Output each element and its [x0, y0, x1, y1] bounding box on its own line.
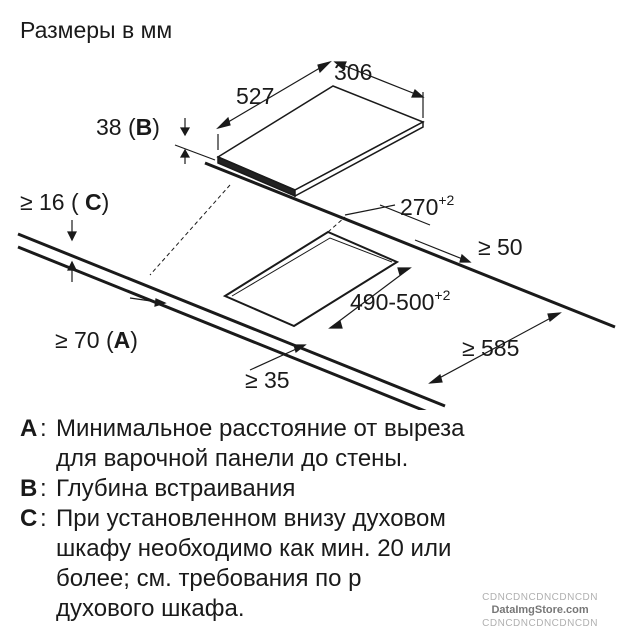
- dim-70-label: ≥ 70 (A): [55, 327, 138, 353]
- legend-text-b-1: Глубина встраивания: [56, 475, 296, 502]
- legend-item-a: [20, 414, 620, 444]
- legend-text-c-4: духового шкафа.: [56, 595, 245, 622]
- watermark-line-2: DataImgStore.com: [491, 604, 589, 616]
- dim-50-label: ≥ 50: [478, 234, 523, 260]
- legend-text-c-3: более; см. требования по р: [56, 565, 362, 592]
- dim-270-label: $270^{+2}$: [400, 192, 455, 220]
- dim-585-label: ≥ 585: [462, 335, 520, 361]
- projection-lines: [150, 185, 345, 275]
- watermark-line-3: CDNCDNCDNCDNCDN: [482, 618, 598, 629]
- diagram-title: Размеры в мм: [20, 17, 173, 43]
- dim-16-label: ≥ 16 ( C): [20, 189, 110, 215]
- legend-text-a-1: Минимальное расстояние от выреза: [56, 415, 465, 442]
- legend-text-c-2: шкафу необходимо как мин. 20 или: [56, 535, 452, 562]
- dim-490-label: $490-500^{+2}$: [350, 287, 451, 315]
- legend-colon: :: [40, 475, 47, 502]
- dim-35-label: ≥ 35: [245, 367, 290, 393]
- dim-38-label: 38 (B): [96, 114, 160, 140]
- legend-item-b: [20, 474, 620, 504]
- legend-colon: :: [40, 415, 47, 442]
- legend-key-c: C: [20, 505, 38, 532]
- legend-key-a: A: [20, 415, 38, 442]
- watermark-line-1: CDNCDNCDNCDNCDN: [482, 592, 598, 603]
- legend-colon: :: [40, 505, 47, 532]
- dim-306-label: 306: [334, 59, 373, 85]
- dim-527-label: 527: [236, 83, 275, 109]
- legend-text-c-1: При установленном внизу духовом: [56, 505, 446, 532]
- legend-key-b: B: [20, 475, 38, 502]
- watermark: [482, 591, 598, 630]
- legend-item-c: [20, 504, 620, 534]
- legend-text-a-2: для варочной панели до стены.: [56, 445, 409, 472]
